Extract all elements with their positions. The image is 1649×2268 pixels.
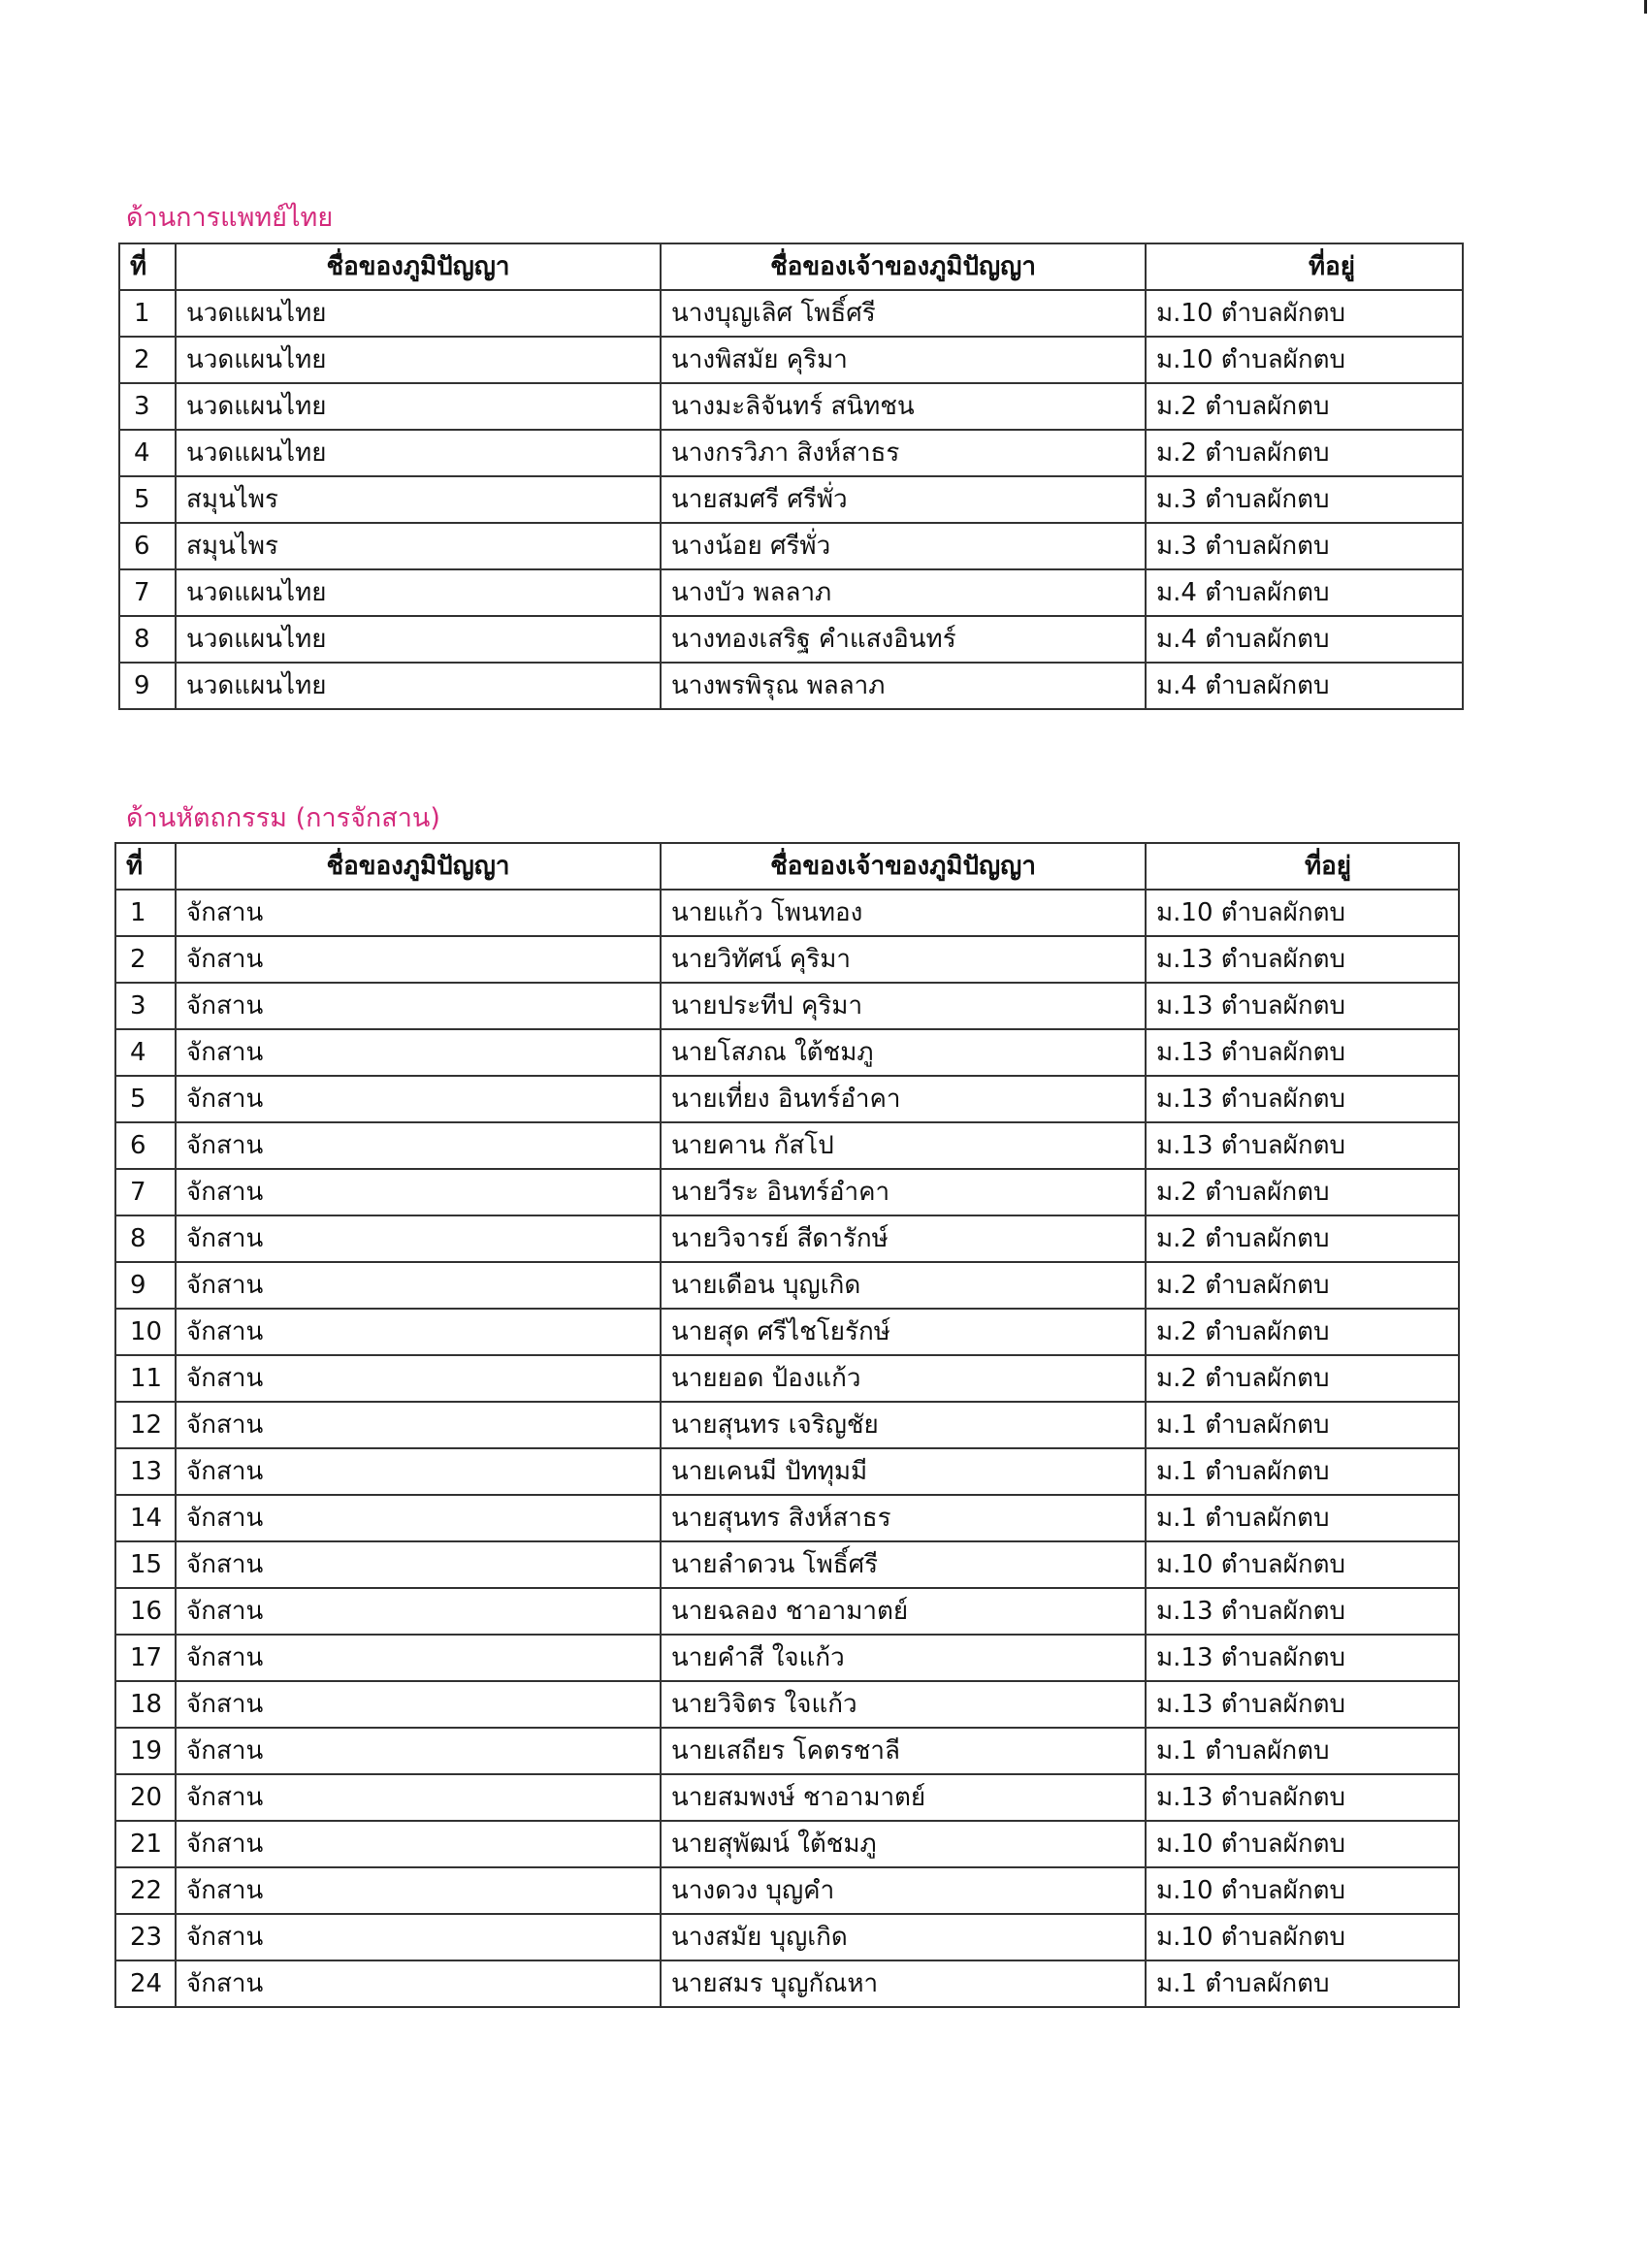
thai-medicine-table-body <box>119 290 1463 709</box>
owner-name-cell: นางบุญเลิศ โพธิ์ศรี <box>661 290 1146 337</box>
table-row <box>119 523 1463 569</box>
header-address: ที่อยู่ <box>1146 843 1459 890</box>
table-row <box>115 936 1459 983</box>
owner-name-cell: นางดวง บุญคำ <box>661 1867 1146 1914</box>
address-cell: ม.10 ตำบลผักตบ <box>1146 1867 1459 1914</box>
handicraft-table <box>114 842 1460 2008</box>
owner-name-cell: นายฉลอง ชาอามาตย์ <box>661 1588 1146 1635</box>
row-number-cell: 6 <box>119 523 176 569</box>
table-row <box>115 1215 1459 1262</box>
handicraft-table-body <box>115 890 1459 2007</box>
row-number-cell: 5 <box>119 476 176 523</box>
row-number-cell: 3 <box>119 383 176 430</box>
header-wisdom-name: ชื่อของภูมิปัญญา <box>176 243 661 290</box>
table-row <box>115 1960 1459 2007</box>
wisdom-name-cell: จักสาน <box>176 1821 661 1867</box>
table-row <box>115 1402 1459 1448</box>
owner-name-cell: นายเคนมี ปัททุมมี <box>661 1448 1146 1495</box>
row-number-cell: 4 <box>115 1029 176 1076</box>
owner-name-cell: นายเดือน บุญเกิด <box>661 1262 1146 1309</box>
address-cell: ม.4 ตำบลผักตบ <box>1146 663 1463 709</box>
wisdom-name-cell: จักสาน <box>176 1914 661 1960</box>
wisdom-name-cell: จักสาน <box>176 1681 661 1728</box>
owner-name-cell: นายสมศรี ศรีพั่ว <box>661 476 1146 523</box>
address-cell: ม.10 ตำบลผักตบ <box>1146 1541 1459 1588</box>
wisdom-name-cell: จักสาน <box>176 1169 661 1215</box>
scan-edge-mark <box>1644 0 1647 14</box>
wisdom-name-cell: จักสาน <box>176 1448 661 1495</box>
table-row <box>115 890 1459 936</box>
address-cell: ม.13 ตำบลผักตบ <box>1146 1635 1459 1681</box>
address-cell: ม.2 ตำบลผักตบ <box>1146 430 1463 476</box>
wisdom-name-cell: จักสาน <box>176 1588 661 1635</box>
table-row <box>115 1681 1459 1728</box>
table-row <box>119 430 1463 476</box>
row-number-cell: 19 <box>115 1728 176 1774</box>
row-number-cell: 4 <box>119 430 176 476</box>
owner-name-cell: นายเที่ยง อินทร์อำคา <box>661 1076 1146 1122</box>
wisdom-name-cell: จักสาน <box>176 1076 661 1122</box>
table-row <box>115 1309 1459 1355</box>
owner-name-cell: นายเสถียร โคตรชาลี <box>661 1728 1146 1774</box>
owner-name-cell: นายประทีป คุริมา <box>661 983 1146 1029</box>
wisdom-name-cell: จักสาน <box>176 1215 661 1262</box>
row-number-cell: 7 <box>115 1169 176 1215</box>
table-row <box>119 569 1463 616</box>
row-number-cell: 22 <box>115 1867 176 1914</box>
wisdom-name-cell: นวดแผนไทย <box>176 430 661 476</box>
row-number-cell: 9 <box>115 1262 176 1309</box>
owner-name-cell: นายสมร บุญกัณหา <box>661 1960 1146 2007</box>
row-number-cell: 11 <box>115 1355 176 1402</box>
table-row <box>115 1821 1459 1867</box>
row-number-cell: 1 <box>119 290 176 337</box>
owner-name-cell: นางทองเสริฐ คำแสงอินทร์ <box>661 616 1146 663</box>
table-row <box>115 1728 1459 1774</box>
address-cell: ม.2 ตำบลผักตบ <box>1146 1262 1459 1309</box>
address-cell: ม.13 ตำบลผักตบ <box>1146 1076 1459 1122</box>
address-cell: ม.2 ตำบลผักตบ <box>1146 1169 1459 1215</box>
row-number-cell: 15 <box>115 1541 176 1588</box>
section-title-handicraft: ด้านหัตถกรรม (การจักสาน) <box>126 803 440 833</box>
table-header-row <box>115 843 1459 890</box>
table-row <box>115 1448 1459 1495</box>
wisdom-name-cell: จักสาน <box>176 936 661 983</box>
header-owner-name: ชื่อของเจ้าของภูมิปัญญา <box>661 243 1146 290</box>
address-cell: ม.13 ตำบลผักตบ <box>1146 936 1459 983</box>
address-cell: ม.1 ตำบลผักตบ <box>1146 1728 1459 1774</box>
address-cell: ม.13 ตำบลผักตบ <box>1146 1122 1459 1169</box>
wisdom-name-cell: จักสาน <box>176 1541 661 1588</box>
address-cell: ม.13 ตำบลผักตบ <box>1146 1774 1459 1821</box>
wisdom-name-cell: จักสาน <box>176 1309 661 1355</box>
owner-name-cell: นางน้อย ศรีพั่ว <box>661 523 1146 569</box>
address-cell: ม.4 ตำบลผักตบ <box>1146 569 1463 616</box>
header-owner-name: ชื่อของเจ้าของภูมิปัญญา <box>661 843 1146 890</box>
owner-name-cell: นายลำดวน โพธิ์ศรี <box>661 1541 1146 1588</box>
table-row <box>115 983 1459 1029</box>
address-cell: ม.1 ตำบลผักตบ <box>1146 1402 1459 1448</box>
table-row <box>115 1914 1459 1960</box>
owner-name-cell: นางพรพิรุณ พลลาภ <box>661 663 1146 709</box>
table-row <box>119 290 1463 337</box>
row-number-cell: 12 <box>115 1402 176 1448</box>
row-number-cell: 2 <box>119 337 176 383</box>
owner-name-cell: นายวิจิตร ใจแก้ว <box>661 1681 1146 1728</box>
row-number-cell: 20 <box>115 1774 176 1821</box>
wisdom-name-cell: นวดแผนไทย <box>176 383 661 430</box>
owner-name-cell: นายสุพัฒน์ ใต้ชมภู <box>661 1821 1146 1867</box>
owner-name-cell: นายสุนทร สิงห์สาธร <box>661 1495 1146 1541</box>
wisdom-name-cell: สมุนไพร <box>176 523 661 569</box>
row-number-cell: 3 <box>115 983 176 1029</box>
table-row <box>115 1076 1459 1122</box>
owner-name-cell: นายวีระ อินทร์อำคา <box>661 1169 1146 1215</box>
table-row <box>115 1262 1459 1309</box>
table-row <box>115 1588 1459 1635</box>
row-number-cell: 16 <box>115 1588 176 1635</box>
table-row <box>115 1867 1459 1914</box>
header-number: ที่ <box>119 243 176 290</box>
row-number-cell: 7 <box>119 569 176 616</box>
wisdom-name-cell: จักสาน <box>176 1402 661 1448</box>
address-cell: ม.10 ตำบลผักตบ <box>1146 290 1463 337</box>
wisdom-name-cell: จักสาน <box>176 1867 661 1914</box>
wisdom-name-cell: จักสาน <box>176 1960 661 2007</box>
owner-name-cell: นายสุนทร เจริญชัย <box>661 1402 1146 1448</box>
table-row <box>115 1635 1459 1681</box>
row-number-cell: 6 <box>115 1122 176 1169</box>
row-number-cell: 24 <box>115 1960 176 2007</box>
wisdom-name-cell: นวดแผนไทย <box>176 290 661 337</box>
row-number-cell: 5 <box>115 1076 176 1122</box>
address-cell: ม.2 ตำบลผักตบ <box>1146 1309 1459 1355</box>
row-number-cell: 8 <box>115 1215 176 1262</box>
wisdom-name-cell: จักสาน <box>176 1262 661 1309</box>
row-number-cell: 23 <box>115 1914 176 1960</box>
table-row <box>115 1122 1459 1169</box>
owner-name-cell: นายวิทัศน์ คุริมา <box>661 936 1146 983</box>
table-header-row <box>119 243 1463 290</box>
header-number: ที่ <box>115 843 176 890</box>
address-cell: ม.10 ตำบลผักตบ <box>1146 337 1463 383</box>
address-cell: ม.10 ตำบลผักตบ <box>1146 890 1459 936</box>
wisdom-name-cell: จักสาน <box>176 890 661 936</box>
row-number-cell: 13 <box>115 1448 176 1495</box>
address-cell: ม.1 ตำบลผักตบ <box>1146 1448 1459 1495</box>
owner-name-cell: นายวิจารย์ สีดารักษ์ <box>661 1215 1146 1262</box>
row-number-cell: 10 <box>115 1309 176 1355</box>
header-wisdom-name: ชื่อของภูมิปัญญา <box>176 843 661 890</box>
owner-name-cell: นายแก้ว โพนทอง <box>661 890 1146 936</box>
wisdom-name-cell: นวดแผนไทย <box>176 663 661 709</box>
row-number-cell: 17 <box>115 1635 176 1681</box>
table-row <box>115 1355 1459 1402</box>
address-cell: ม.10 ตำบลผักตบ <box>1146 1821 1459 1867</box>
wisdom-name-cell: จักสาน <box>176 1495 661 1541</box>
address-cell: ม.1 ตำบลผักตบ <box>1146 1960 1459 2007</box>
table-row <box>119 663 1463 709</box>
table-row <box>115 1541 1459 1588</box>
address-cell: ม.13 ตำบลผักตบ <box>1146 983 1459 1029</box>
table-row <box>119 337 1463 383</box>
wisdom-name-cell: สมุนไพร <box>176 476 661 523</box>
wisdom-name-cell: จักสาน <box>176 1122 661 1169</box>
wisdom-name-cell: จักสาน <box>176 1728 661 1774</box>
owner-name-cell: นางมะลิจันทร์ สนิทชน <box>661 383 1146 430</box>
address-cell: ม.4 ตำบลผักตบ <box>1146 616 1463 663</box>
table-row <box>115 1774 1459 1821</box>
row-number-cell: 1 <box>115 890 176 936</box>
row-number-cell: 18 <box>115 1681 176 1728</box>
address-cell: ม.13 ตำบลผักตบ <box>1146 1681 1459 1728</box>
address-cell: ม.3 ตำบลผักตบ <box>1146 523 1463 569</box>
address-cell: ม.2 ตำบลผักตบ <box>1146 383 1463 430</box>
wisdom-name-cell: จักสาน <box>176 1355 661 1402</box>
owner-name-cell: นางพิสมัย คุริมา <box>661 337 1146 383</box>
wisdom-name-cell: นวดแผนไทย <box>176 616 661 663</box>
owner-name-cell: นายคาน กัสโป <box>661 1122 1146 1169</box>
owner-name-cell: นายโสภณ ใต้ชมภู <box>661 1029 1146 1076</box>
table-row <box>119 383 1463 430</box>
wisdom-name-cell: จักสาน <box>176 983 661 1029</box>
wisdom-name-cell: จักสาน <box>176 1774 661 1821</box>
table-row <box>115 1169 1459 1215</box>
table-row <box>115 1495 1459 1541</box>
header-address: ที่อยู่ <box>1146 243 1463 290</box>
row-number-cell: 8 <box>119 616 176 663</box>
wisdom-name-cell: จักสาน <box>176 1029 661 1076</box>
owner-name-cell: นายคำสี ใจแก้ว <box>661 1635 1146 1681</box>
owner-name-cell: นายสุด ศรีไชโยรักษ์ <box>661 1309 1146 1355</box>
address-cell: ม.2 ตำบลผักตบ <box>1146 1215 1459 1262</box>
address-cell: ม.2 ตำบลผักตบ <box>1146 1355 1459 1402</box>
address-cell: ม.10 ตำบลผักตบ <box>1146 1914 1459 1960</box>
wisdom-name-cell: จักสาน <box>176 1635 661 1681</box>
row-number-cell: 14 <box>115 1495 176 1541</box>
owner-name-cell: นางบัว พลลาภ <box>661 569 1146 616</box>
wisdom-name-cell: นวดแผนไทย <box>176 569 661 616</box>
address-cell: ม.13 ตำบลผักตบ <box>1146 1588 1459 1635</box>
owner-name-cell: นางกรวิภา สิงห์สาธร <box>661 430 1146 476</box>
wisdom-name-cell: นวดแผนไทย <box>176 337 661 383</box>
address-cell: ม.1 ตำบลผักตบ <box>1146 1495 1459 1541</box>
row-number-cell: 2 <box>115 936 176 983</box>
owner-name-cell: นายยอด ป้องแก้ว <box>661 1355 1146 1402</box>
thai-medicine-table <box>118 243 1464 710</box>
row-number-cell: 9 <box>119 663 176 709</box>
table-row <box>119 476 1463 523</box>
section-title-thai-medicine: ด้านการแพทย์ไทย <box>126 203 334 233</box>
owner-name-cell: นายสมพงษ์ ชาอามาตย์ <box>661 1774 1146 1821</box>
table-row <box>115 1029 1459 1076</box>
address-cell: ม.13 ตำบลผักตบ <box>1146 1029 1459 1076</box>
row-number-cell: 21 <box>115 1821 176 1867</box>
table-row <box>119 616 1463 663</box>
address-cell: ม.3 ตำบลผักตบ <box>1146 476 1463 523</box>
owner-name-cell: นางสมัย บุญเกิด <box>661 1914 1146 1960</box>
